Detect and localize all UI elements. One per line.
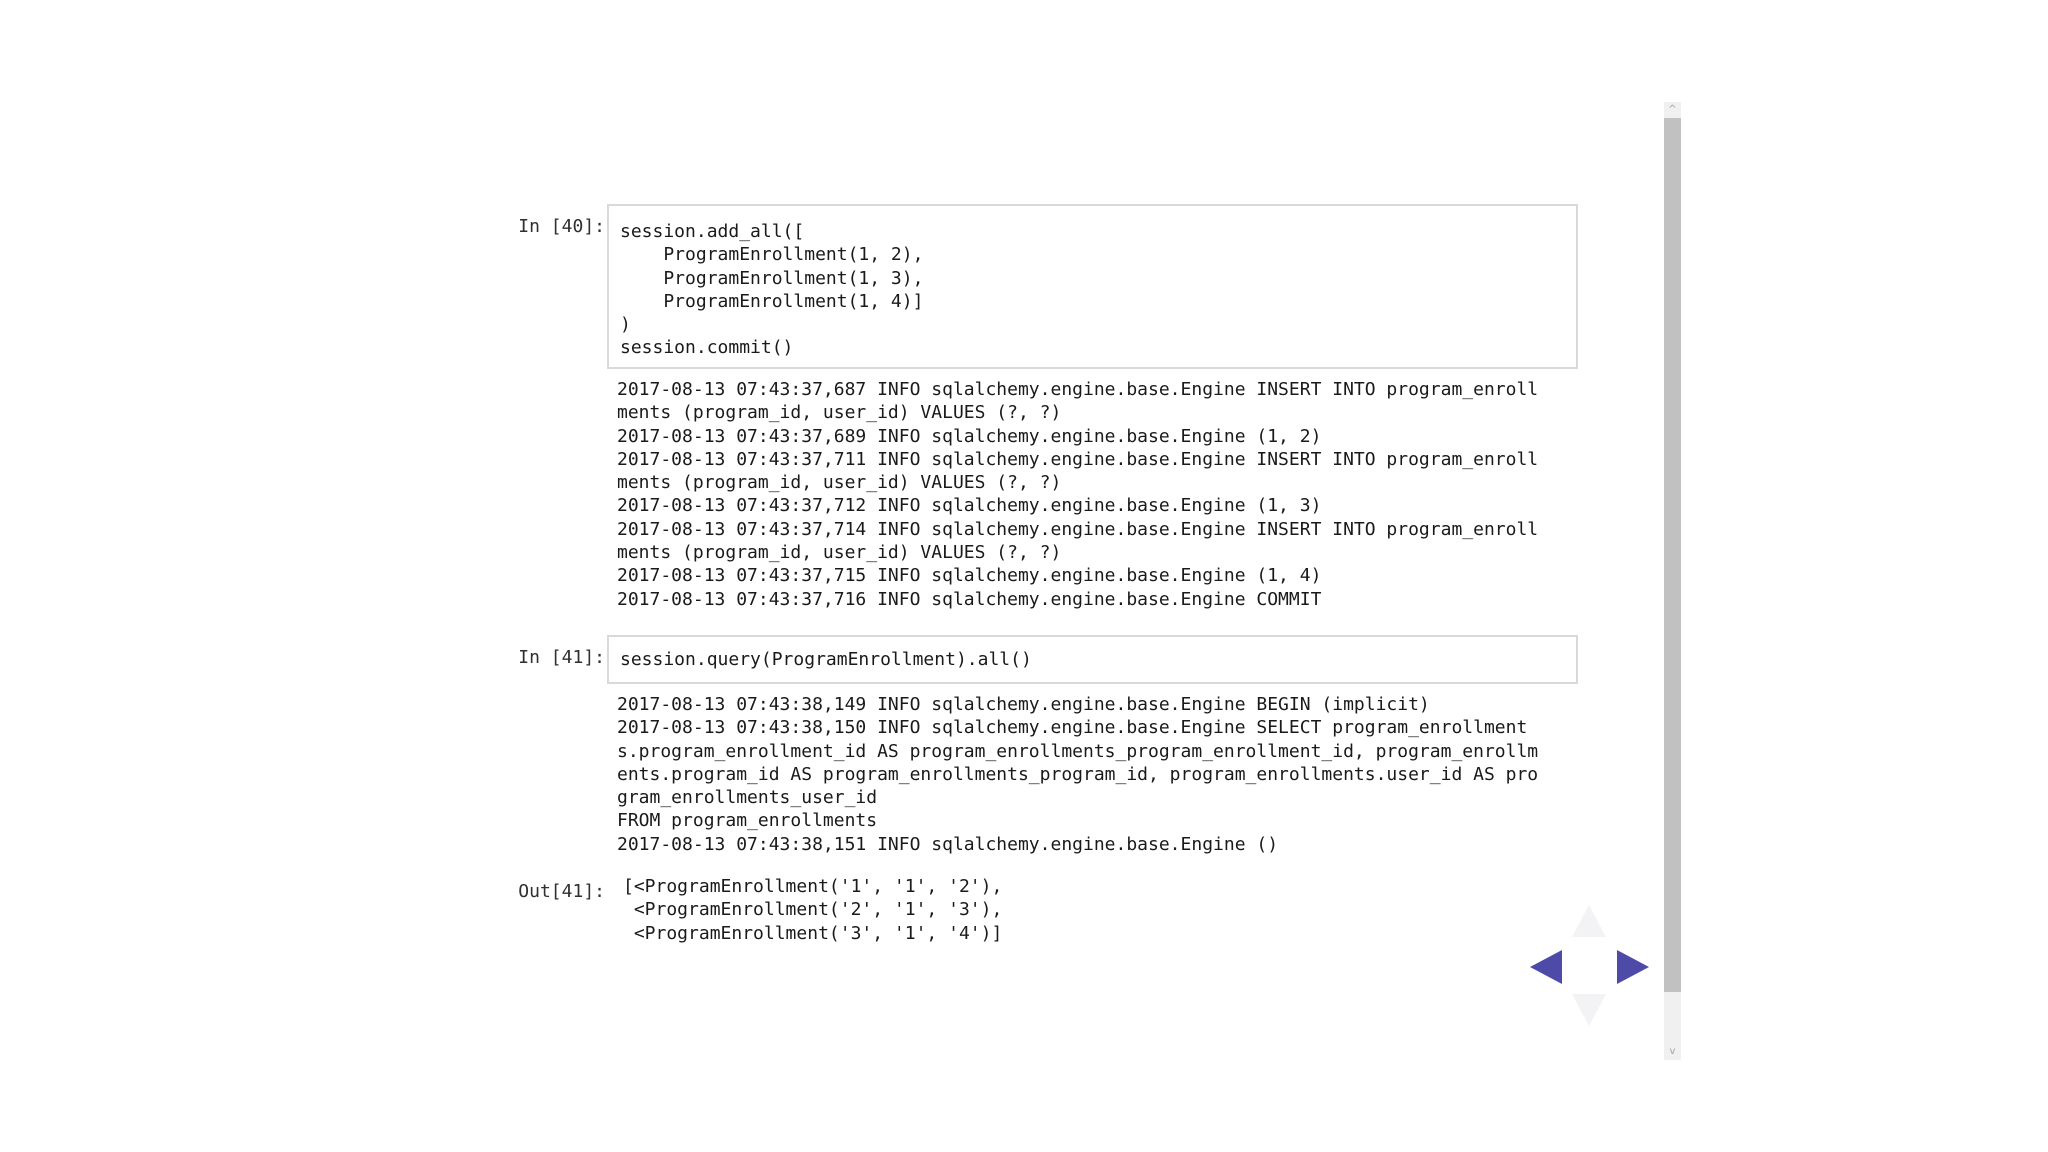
code-line: ProgramEnrollment(1, 4)] (620, 290, 924, 312)
output-line: 2017-08-13 07:43:37,714 INFO sqlalchemy.engine.base.Engine INSERT INTO program_enroll (617, 518, 1539, 540)
code-editor-40[interactable] (607, 204, 1578, 369)
output-line: ments (program_id, user_id) VALUES (?, ?) (617, 542, 1062, 564)
stream-output-40 (617, 378, 1538, 611)
scroll-up-icon[interactable]: ^ (1668, 104, 1677, 115)
code-line: ) (620, 314, 631, 336)
output-line: 2017-08-13 07:43:38,150 INFO sqlalchemy.engine.base.Engine SELECT program_enrollment (617, 717, 1528, 739)
code-lines-41 (620, 648, 1032, 671)
vertical-scrollbar[interactable] (1664, 102, 1681, 1060)
input-prompt-41: In [41]: (518, 647, 605, 668)
code-editor-41[interactable] (607, 635, 1578, 684)
output-line: 2017-08-13 07:43:37,716 INFO sqlalchemy.engine.base.Engine COMMIT (617, 588, 1322, 610)
code-line: session.add_all([ (620, 221, 805, 242)
nav-left-icon[interactable] (1530, 950, 1562, 984)
output-line: 2017-08-13 07:43:38,151 INFO sqlalchemy.engine.base.Engine () (617, 833, 1279, 855)
output-line: 2017-08-13 07:43:37,715 INFO sqlalchemy.engine.base.Engine (1, 4) (617, 565, 1322, 587)
output-line: 2017-08-13 07:43:37,687 INFO sqlalchemy.engine.base.Engine INSERT INTO program_enroll (617, 379, 1539, 400)
output-line: 2017-08-13 07:43:37,689 INFO sqlalchemy.engine.base.Engine (1, 2) (617, 425, 1322, 447)
scroll-down-icon[interactable]: v (1669, 1046, 1676, 1057)
result-line: <ProgramEnrollment('3', '1', '4')] (623, 922, 1003, 944)
scroll-thumb[interactable] (1664, 118, 1681, 992)
output-line: ments (program_id, user_id) VALUES (?, ?) (617, 472, 1062, 494)
code-line: ProgramEnrollment(1, 3), (620, 267, 924, 289)
code-lines-40 (620, 220, 923, 360)
nav-right-icon[interactable] (1617, 950, 1649, 984)
nav-down-icon[interactable] (1572, 994, 1606, 1026)
output-line: FROM program_enrollments (617, 810, 878, 832)
output-line: ments (program_id, user_id) VALUES (?, ?) (617, 402, 1062, 424)
stream-output-41 (617, 693, 1538, 856)
code-line: session.commit() (620, 337, 794, 359)
input-prompt-40: In [40]: (518, 216, 605, 237)
output-line: ents.program_id AS program_enrollments_program_id, program_enrollments.user_id AS pro (617, 763, 1539, 785)
output-line: gram_enrollments_user_id (617, 787, 878, 809)
result-output-41 (623, 875, 1002, 945)
output-prompt-41: Out[41]: (518, 881, 605, 902)
output-line: 2017-08-13 07:43:38,149 INFO sqlalchemy.engine.base.Engine BEGIN (implicit) (617, 694, 1430, 715)
code-line: ProgramEnrollment(1, 2), (620, 244, 924, 266)
nav-up-icon[interactable] (1572, 905, 1606, 937)
result-line: [<ProgramEnrollment('1', '1', '2'), (623, 876, 1003, 897)
output-line: s.program_enrollment_id AS program_enrollments_program_enrollment_id, program_enrollm (617, 740, 1539, 762)
code-line: session.query(ProgramEnrollment).all() (620, 649, 1032, 670)
result-line: <ProgramEnrollment('2', '1', '3'), (623, 899, 1003, 921)
output-line: 2017-08-13 07:43:37,711 INFO sqlalchemy.engine.base.Engine INSERT INTO program_enroll (617, 448, 1539, 470)
output-line: 2017-08-13 07:43:37,712 INFO sqlalchemy.engine.base.Engine (1, 3) (617, 495, 1322, 517)
